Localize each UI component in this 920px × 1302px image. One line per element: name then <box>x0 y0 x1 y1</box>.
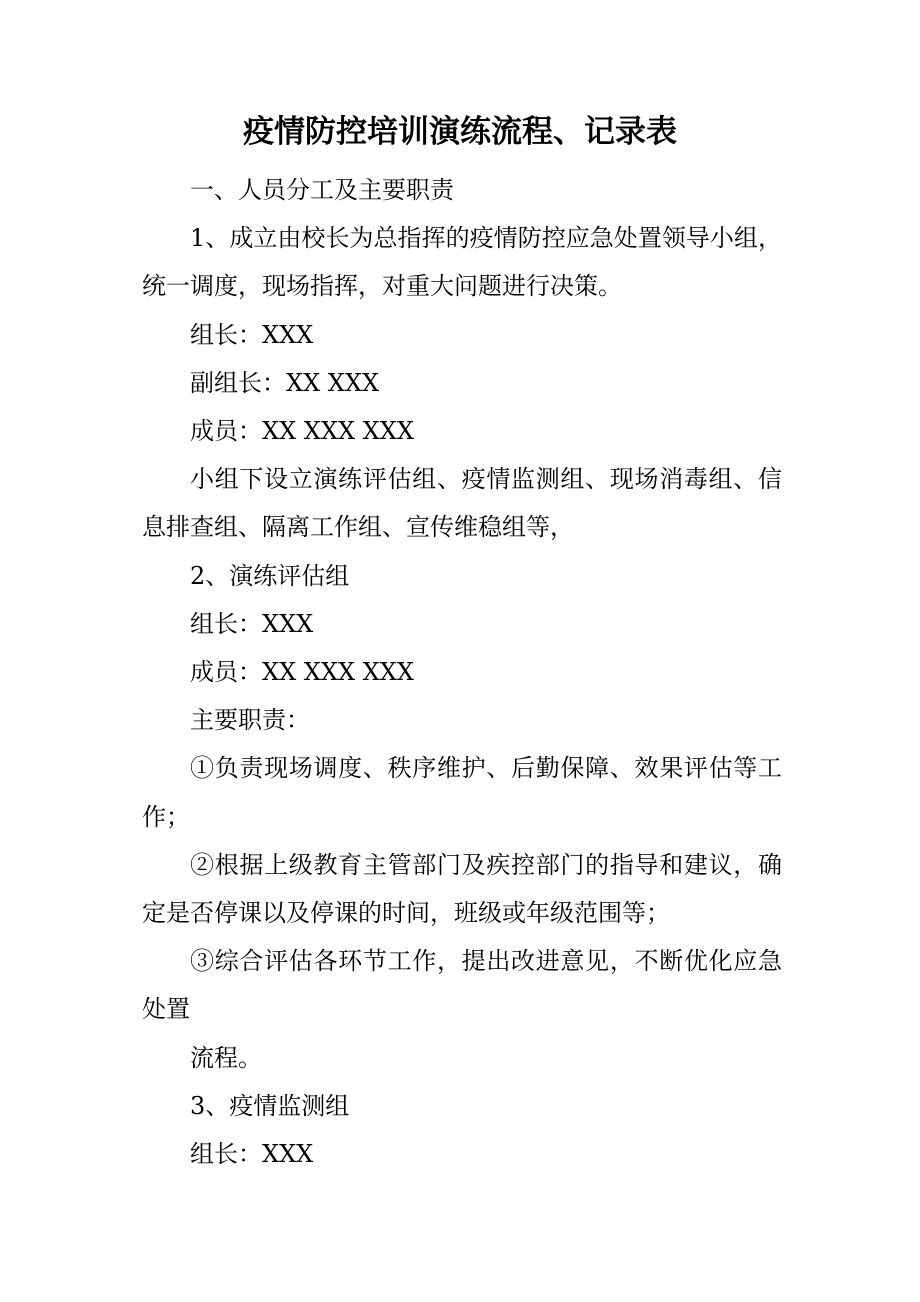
paragraph-duty-1: ①负责现场调度、秩序维护、后勤保障、效果评估等工作； <box>142 754 782 831</box>
paragraph-group-leader: 组长：XXX <box>190 320 314 349</box>
paragraph-members: 成员：XX XXX XXX <box>190 417 414 446</box>
paragraph-leadership-group: 1、成立由校长为总指挥的疫情防控应急处置领导小组，统一调度，现场指挥，对重大问题进行决策。 <box>142 224 782 301</box>
paragraph-deputy-leader: 副组长：XX XXX <box>190 368 380 397</box>
paragraph-monitoring-leader: 组长：XXX <box>190 1140 314 1169</box>
subsection-heading-evaluation: 2、演练评估组 <box>190 561 350 590</box>
paragraph-duty-3: ③综合评估各环节工作，提出改进意见，不断优化应急处置 <box>142 947 782 1024</box>
document-body <box>142 166 782 1178</box>
subsection-heading-monitoring: 3、疫情监测组 <box>190 1091 350 1120</box>
section-heading-personnel: 一、人员分工及主要职责 <box>190 176 454 204</box>
document-title: 疫情防控培训演练流程、记录表 <box>243 114 677 150</box>
paragraph-evaluation-members: 成员：XX XXX XXX <box>190 658 414 687</box>
paragraph-duty-3-continued: 流程。 <box>190 1043 262 1072</box>
paragraph-evaluation-leader: 组长：XXX <box>190 609 314 638</box>
paragraph-duty-2: ②根据上级教育主管部门及疾控部门的指导和建议，确定是否停课以及停课的时间，班级或年级范围等； <box>142 850 782 928</box>
paragraph-main-duties: 主要职责： <box>190 706 310 735</box>
paragraph-subgroups: 小组下设立演练评估组、疫情监测组、现场消毒组、信息排查组、隔离工作组、宣传维稳组等， <box>142 465 782 542</box>
